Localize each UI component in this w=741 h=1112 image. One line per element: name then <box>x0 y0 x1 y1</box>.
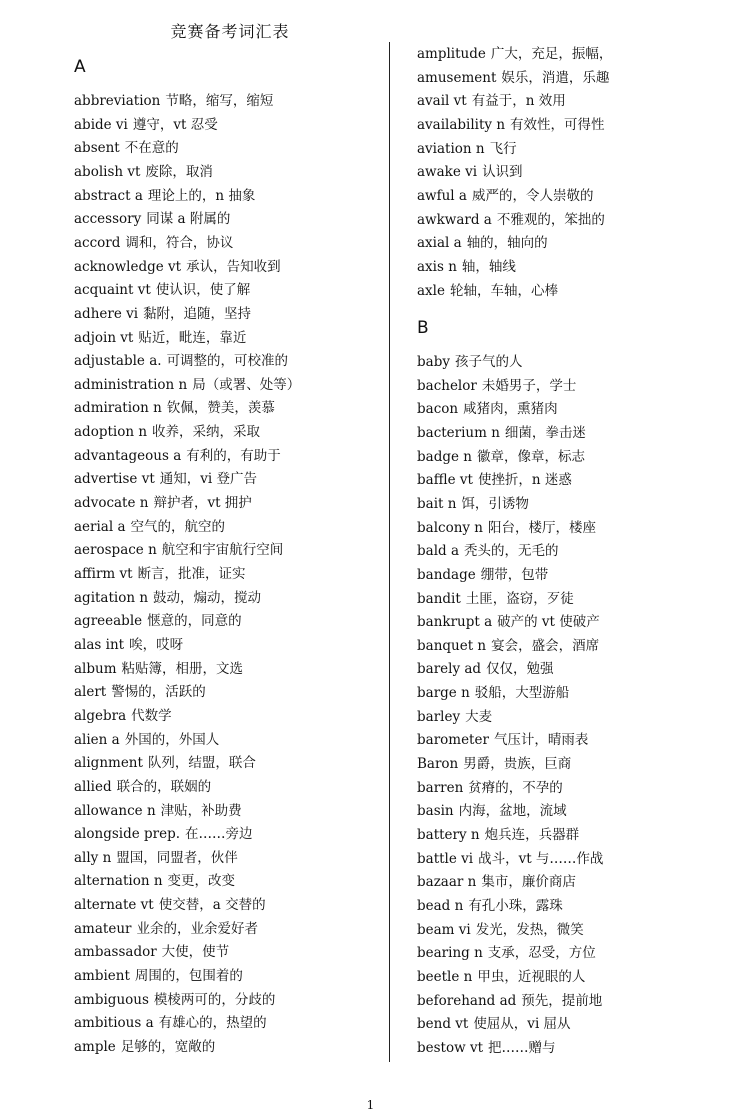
vocab-word: badge n <box>417 448 472 465</box>
vocab-entry <box>417 874 576 891</box>
vocab-word: advertise vt <box>74 471 155 488</box>
vocab-definition: 甲虫，近视眼的人 <box>477 968 586 985</box>
vocab-entry <box>74 613 242 630</box>
vocab-definition: 联合的，联姻的 <box>116 778 212 795</box>
vocab-definition: 调和，符合，协议 <box>125 234 234 251</box>
vocab-definition: 集市，廉价商店 <box>481 874 576 891</box>
vocab-word: album <box>74 660 117 677</box>
vocab-entry <box>417 212 605 229</box>
vocab-entry <box>74 519 225 536</box>
vocab-word: adjustable a. <box>74 353 162 370</box>
vocab-word: barren <box>417 779 464 796</box>
vocab-entry <box>74 164 213 181</box>
vocab-entry <box>417 969 585 986</box>
vocab-definition: 通知，vi 登广告 <box>159 471 258 488</box>
vocab-word: aerial a <box>74 518 126 535</box>
vocab-word: amateur <box>74 920 132 937</box>
vocab-word: beam vi <box>417 921 471 938</box>
vocab-entry <box>417 354 522 371</box>
vocab-entry <box>417 141 517 158</box>
vocab-definition: 空气的，航空的 <box>130 518 226 535</box>
vocab-definition: 宴会，盛会，酒席 <box>491 637 600 654</box>
vocab-word: amusement <box>417 69 497 86</box>
vocab-word: acquaint vt <box>74 282 151 299</box>
vocab-definition: 有利的，有助于 <box>186 447 281 464</box>
vocab-entry <box>417 472 572 489</box>
vocab-entry <box>417 46 612 63</box>
vocab-word: admiration n <box>74 400 162 417</box>
vocab-word: affirm vt <box>74 566 133 582</box>
vocab-definition: 局（或署、处等） <box>192 376 301 393</box>
vocab-definition: 娱乐，消遣，乐趣 <box>501 69 610 86</box>
vocab-entry <box>74 590 261 607</box>
vocab-definition: 辩护者，vt 拥护 <box>153 495 252 512</box>
vocab-definition: 模棱两可的，分歧的 <box>153 991 276 1008</box>
vocab-word: barometer <box>417 732 489 749</box>
vocab-entry <box>74 117 218 134</box>
vocab-word: agreeable <box>74 613 143 630</box>
vocab-word: ambitious a <box>74 1015 154 1032</box>
vocab-entry <box>417 117 605 134</box>
vocab-word: ambassador <box>74 944 157 961</box>
vocab-word: advantageous a <box>74 447 182 464</box>
vocab-word: acknowledge vt <box>74 258 182 275</box>
vocab-word: ample <box>74 1039 116 1055</box>
vocab-entry <box>417 1016 571 1033</box>
vocab-entry <box>417 543 559 560</box>
vocab-definition: 足够的，宽敞的 <box>120 1039 216 1055</box>
vocab-definition: 细菌，拳击迷 <box>504 424 586 441</box>
vocab-definition: 废除，取消 <box>145 163 213 180</box>
vocab-definition: 轴的，轴向的 <box>466 235 548 252</box>
vocab-word: adjoin vt <box>74 329 134 346</box>
vocab-entry <box>74 992 275 1009</box>
vocab-entry <box>74 211 230 228</box>
vocab-definition: 驳船，大型游船 <box>474 685 570 702</box>
vocab-entry <box>417 638 599 655</box>
vocab-entry <box>417 756 571 773</box>
vocab-entry <box>74 259 281 276</box>
vocab-word: bait n <box>417 495 457 512</box>
vocab-definition: 战斗，vt 与……作战 <box>478 850 604 867</box>
vocab-entry <box>417 591 574 608</box>
vocab-entry <box>417 188 593 205</box>
vocab-word: axial a <box>417 235 462 252</box>
vocab-entry <box>74 471 257 488</box>
vocab-word: abide vi <box>74 116 128 133</box>
vocab-entry <box>417 732 588 749</box>
vocab-definition: 周围的，包围着的 <box>134 968 243 985</box>
vocab-definition: 炮兵连，兵器群 <box>484 827 580 843</box>
vocab-word: bead n <box>417 897 464 914</box>
vocab-word: alongside prep. <box>74 826 181 843</box>
vocab-entry <box>74 826 253 843</box>
vocab-definition: 不在意的 <box>124 140 179 157</box>
vocab-entry <box>417 827 579 844</box>
vocab-entry <box>74 542 283 559</box>
vocab-definition: 阳台，楼厅，楼座 <box>488 519 597 536</box>
vocab-definition: 在……旁边 <box>185 826 253 843</box>
vocab-word: abstract a <box>74 187 143 204</box>
vocab-word: availability n <box>417 116 506 133</box>
vocab-word: axis n <box>417 258 457 275</box>
vocab-entry <box>74 968 243 985</box>
vocab-word: bacon <box>417 401 459 418</box>
vocab-entry <box>417 259 516 276</box>
vocab-word: administration n <box>74 376 188 393</box>
vocab-definition: 理论上的，n 抽象 <box>147 187 256 204</box>
vocab-definition: 盟国，同盟者，伙伴 <box>116 849 238 866</box>
vocab-entry <box>74 306 251 323</box>
vocab-definition: 有孔小珠，露珠 <box>468 897 563 914</box>
vocab-entry <box>74 944 229 961</box>
vocab-definition: 不雅观的，笨拙的 <box>496 211 605 228</box>
vocab-definition: 收养，采纳，采取 <box>152 424 261 441</box>
vocab-entry <box>74 850 238 867</box>
vocab-definition: 业余的，业余爱好者 <box>136 920 258 937</box>
vocab-word: avail vt <box>417 93 467 110</box>
vocab-entry <box>417 780 563 797</box>
vocab-entry <box>417 685 569 702</box>
vocab-word: basin <box>417 803 454 820</box>
vocab-entry <box>417 1040 556 1057</box>
vocab-definition: 津贴，补助费 <box>160 802 242 819</box>
vocab-word: battle vi <box>417 850 474 867</box>
vocab-entry <box>74 1015 267 1032</box>
vocab-entry <box>74 1039 215 1056</box>
vocab-entry <box>74 330 246 347</box>
vocab-word: bestow vt <box>417 1039 484 1056</box>
vocab-word: awkward a <box>417 211 492 228</box>
vocab-definition: 饵，引诱物 <box>461 495 529 512</box>
vocab-definition: 同谋 a 附属的 <box>146 211 231 228</box>
vocab-word: baby <box>417 354 450 370</box>
vocab-word: axle <box>417 282 445 299</box>
vocab-definition: 支承，忍受，方位 <box>487 945 596 962</box>
vocab-entry <box>417 378 576 395</box>
vocab-entry <box>417 709 492 726</box>
vocab-word: abolish vt <box>74 163 141 180</box>
vocab-word: barley <box>417 708 461 725</box>
vocab-entry <box>417 520 596 537</box>
vocab-word: bend vt <box>417 1016 469 1033</box>
vocab-definition: 使交替，a 交替的 <box>158 897 266 914</box>
vocab-definition: 黏附，追随，坚持 <box>143 305 252 322</box>
vocab-definition: 大使，使节 <box>161 944 230 961</box>
section-letter-b: B <box>417 318 429 338</box>
vocab-word: bearing n <box>417 945 483 962</box>
vocab-entry <box>74 424 260 441</box>
vocab-definition: 轮轴，车轴，心棒 <box>449 282 558 299</box>
vocab-definition: 秃头的，无毛的 <box>464 543 559 560</box>
vocab-word: ally n <box>74 849 112 866</box>
vocab-definition: 男爵，贵族，巨商 <box>463 756 572 773</box>
page-number: 1 <box>366 1098 375 1112</box>
vocab-entry <box>417 93 566 110</box>
vocab-word: banquet n <box>417 637 487 654</box>
vocab-entry <box>417 401 558 418</box>
vocab-entry <box>417 661 554 678</box>
vocab-word: algebra <box>74 707 127 724</box>
vocab-definition: 承认，告知收到 <box>186 258 281 275</box>
vocab-entry <box>417 70 609 87</box>
vocab-word: allied <box>74 778 112 795</box>
vocab-word: accessory <box>74 211 142 228</box>
vocab-entry <box>417 235 548 252</box>
vocab-definition: 有雄心的，热望的 <box>158 1015 267 1032</box>
vocab-word: allowance n <box>74 802 156 819</box>
vocab-entry <box>74 353 288 370</box>
vocab-word: alas int <box>74 636 125 653</box>
vocab-definition: 发光，发热，微笑 <box>475 921 584 938</box>
column-divider <box>389 42 390 1062</box>
vocab-entry <box>74 93 273 110</box>
vocab-word: bald a <box>417 543 459 560</box>
vocab-entry <box>417 614 600 631</box>
page-title: 竞赛备考词汇表 <box>170 22 290 41</box>
vocab-word: advocate n <box>74 495 149 512</box>
vocab-entry <box>74 495 252 512</box>
vocab-definition: 外国的，外国人 <box>124 731 220 748</box>
vocab-definition: 破产的 vt 使破产 <box>497 614 600 631</box>
vocab-word: alien a <box>74 731 120 748</box>
vocab-definition: 贴近，毗连，靠近 <box>138 329 247 346</box>
vocab-entry <box>74 779 211 796</box>
vocab-entry <box>417 164 523 181</box>
vocab-definition: 唉，哎呀 <box>129 636 184 653</box>
vocab-definition: 使屈从，vi 屈从 <box>473 1016 571 1033</box>
vocab-entry <box>74 732 219 749</box>
vocab-word: abbreviation <box>74 93 161 109</box>
vocab-entry <box>74 803 242 820</box>
vocab-definition: 航空和宇宙航行空间 <box>161 542 284 559</box>
vocab-entry <box>417 496 529 513</box>
vocab-word: alternate vt <box>74 897 154 914</box>
vocab-definition: 内海，盆地，流域 <box>458 803 567 820</box>
vocab-entry <box>417 425 586 442</box>
vocab-entry <box>417 922 584 939</box>
vocab-entry <box>74 755 256 772</box>
vocab-definition: 未婚男子，学士 <box>481 377 577 394</box>
vocab-definition: 惬意的，同意的 <box>147 613 242 630</box>
vocab-word: beetle n <box>417 968 473 985</box>
vocab-definition: 贫瘠的，不孕的 <box>468 779 563 796</box>
vocab-word: alternation n <box>74 873 163 890</box>
vocab-definition: 队列，结盟，联合 <box>147 755 256 772</box>
vocab-word: amplitude <box>417 46 486 62</box>
vocab-definition: 变更，改变 <box>167 873 236 890</box>
vocab-definition: 遵守，vt 忍受 <box>132 116 218 133</box>
vocab-word: Baron <box>417 756 459 773</box>
vocab-entry <box>74 235 233 252</box>
vocab-word: aerospace n <box>74 542 157 559</box>
vocab-definition: 预先，提前地 <box>521 992 603 1009</box>
vocab-definition: 大麦 <box>465 708 493 725</box>
vocab-definition: 可调整的，可校准的 <box>166 353 289 370</box>
vocab-entry <box>74 448 281 465</box>
vocab-entry <box>74 921 258 938</box>
vocab-word: absent <box>74 140 120 157</box>
vocab-word: adhere vi <box>74 305 139 322</box>
vocab-entry <box>74 661 243 678</box>
vocab-word: accord <box>74 234 121 251</box>
vocab-entry <box>417 449 585 466</box>
vocab-word: bandage <box>417 566 476 583</box>
vocab-entry <box>74 637 183 654</box>
vocab-definition: 威严的，令人崇敬的 <box>471 187 594 204</box>
vocab-definition: 飞行 <box>489 140 517 157</box>
vocab-word: alert <box>74 684 107 701</box>
vocab-definition: 孩子气的人 <box>454 354 523 370</box>
vocab-word: ambiguous <box>74 991 149 1008</box>
vocab-word: bazaar n <box>417 874 477 891</box>
vocab-definition: 轴，轴线 <box>461 258 516 275</box>
vocab-word: bandit <box>417 590 461 607</box>
vocab-word: alignment <box>74 755 143 772</box>
vocab-entry <box>417 803 567 820</box>
vocab-definition: 广大，充足，振幅， <box>490 46 613 62</box>
vocab-entry <box>417 283 558 300</box>
vocab-word: bacterium n <box>417 424 500 441</box>
vocab-entry <box>74 897 266 914</box>
vocab-entry <box>74 140 179 157</box>
vocab-entry <box>417 567 548 584</box>
vocab-definition: 钦佩，赞美，羡慕 <box>166 400 275 417</box>
vocab-entry <box>417 898 563 915</box>
vocab-definition: 粘贴簿，相册，文选 <box>121 660 244 677</box>
vocab-entry <box>417 993 602 1010</box>
section-letter-a: A <box>74 57 86 77</box>
vocab-definition: 认识到 <box>482 164 523 181</box>
vocab-definition: 有效性，可得性 <box>510 116 605 133</box>
vocab-definition: 使认识，使了解 <box>155 282 251 299</box>
vocab-entry <box>74 400 275 417</box>
vocab-definition: 把……赠与 <box>488 1039 556 1056</box>
vocab-definition: 气压计，晴雨表 <box>493 732 589 749</box>
vocab-word: balcony n <box>417 519 484 536</box>
vocab-entry <box>74 377 300 394</box>
vocab-word: battery n <box>417 827 480 843</box>
vocab-definition: 节略，缩写，缩短 <box>165 93 274 109</box>
vocab-definition: 仅仅，勉强 <box>486 661 554 678</box>
vocab-entry <box>74 708 172 725</box>
vocab-word: bankrupt a <box>417 614 493 631</box>
vocab-definition: 土匪，盗窃，歹徒 <box>465 590 574 607</box>
vocab-word: bachelor <box>417 377 477 394</box>
vocab-word: barge n <box>417 685 470 702</box>
vocab-definition: 徽章，像章，标志 <box>476 448 585 465</box>
vocab-entry <box>74 188 255 205</box>
vocab-word: aviation n <box>417 140 485 157</box>
vocab-entry <box>417 851 603 868</box>
vocab-definition: 警惕的，活跃的 <box>111 684 206 701</box>
vocab-word: ambient <box>74 968 130 985</box>
vocab-word: awake vi <box>417 164 478 181</box>
vocab-definition: 绷带，包带 <box>480 566 549 583</box>
vocab-definition: 使挫折，n 迷惑 <box>477 472 572 489</box>
vocab-definition: 断言，批准，证实 <box>137 566 246 582</box>
vocab-entry <box>74 566 246 583</box>
vocab-word: barely ad <box>417 661 482 678</box>
vocab-word: agitation n <box>74 589 149 606</box>
vocab-definition: 咸猪肉，熏猪肉 <box>463 401 558 418</box>
vocab-definition: 鼓动，煽动，搅动 <box>153 589 262 606</box>
vocab-word: beforehand ad <box>417 992 517 1009</box>
vocab-entry <box>417 945 596 962</box>
vocab-entry <box>74 873 235 890</box>
vocab-word: baffle vt <box>417 472 473 489</box>
vocab-word: adoption n <box>74 424 148 441</box>
vocab-word: awful a <box>417 187 467 204</box>
vocab-entry <box>74 684 206 701</box>
vocab-definition: 有益于，n 效用 <box>471 93 566 110</box>
vocab-definition: 代数学 <box>131 707 172 724</box>
vocab-entry <box>74 282 250 299</box>
